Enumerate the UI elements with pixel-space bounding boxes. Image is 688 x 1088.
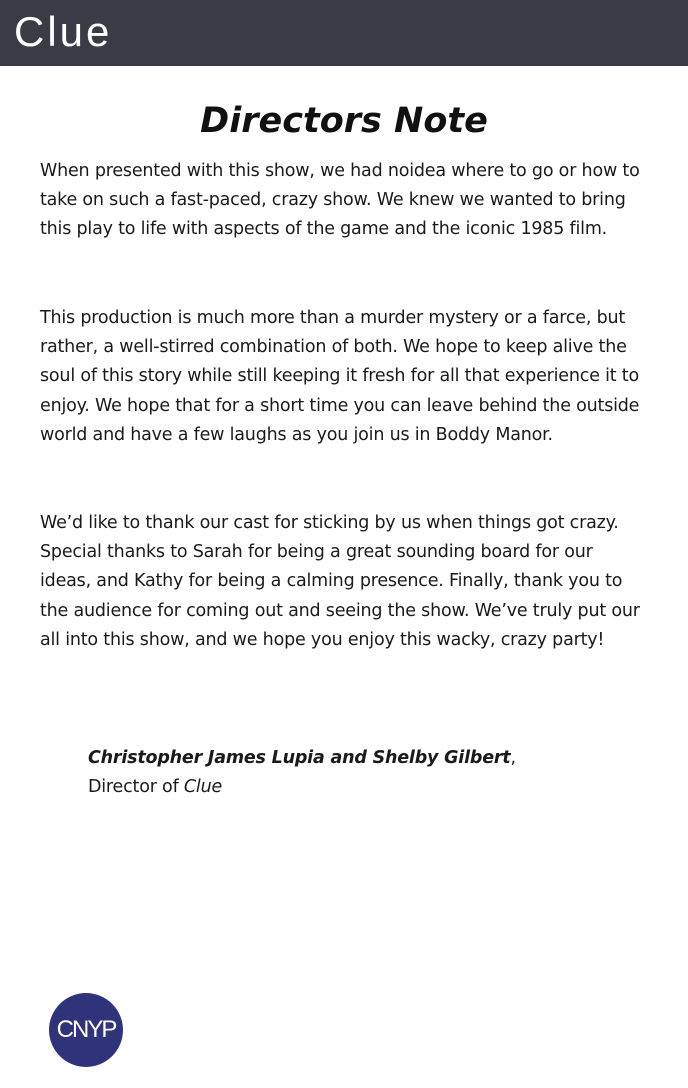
- paragraph-intro: When presented with this show, we had noidea where to go or how to take on such a fast-paced, crazy show. We knew we wanted to bring this play to life with aspects of the game and the iconic 1985 film.: [40, 161, 640, 240]
- signature-block: [88, 744, 608, 802]
- logo-text: CNYP: [56, 1016, 116, 1043]
- page-title: Directors Note: [200, 101, 488, 141]
- signature-comma: ,: [510, 748, 516, 768]
- header-bar: [0, 0, 688, 66]
- signature-role: Director of: [88, 777, 184, 798]
- header-title: Clue: [14, 8, 113, 55]
- signature-line-1: [88, 744, 608, 773]
- signature-show-title: Clue: [183, 777, 223, 798]
- paragraph-production: This production is much more than a murder mystery or a farce, but rather, a well-stirred combination of both. We hope to keep alive the soul of this story while still keeping it fresh for all that experience it to enjoy. We hope that for a short time you can leave behind the outside world and have a few laughs as you join us in Boddy Manor.: [40, 308, 640, 445]
- signature-names: Christopher James Lupia and Shelby Gilbert: [88, 748, 511, 768]
- cnyp-logo: [49, 993, 123, 1067]
- signature-line-2: [88, 773, 608, 802]
- paragraph-thanks: We’d like to thank our cast for sticking by us when things got crazy. Special thanks to Sarah for being a great sounding board for our ideas, and Kathy for being a calming presence. Finally, thank you to the audience for coming out and seeing the show. We’ve truly put our all into this show, and we hope you enjoy this wacky, crazy party!: [40, 513, 640, 650]
